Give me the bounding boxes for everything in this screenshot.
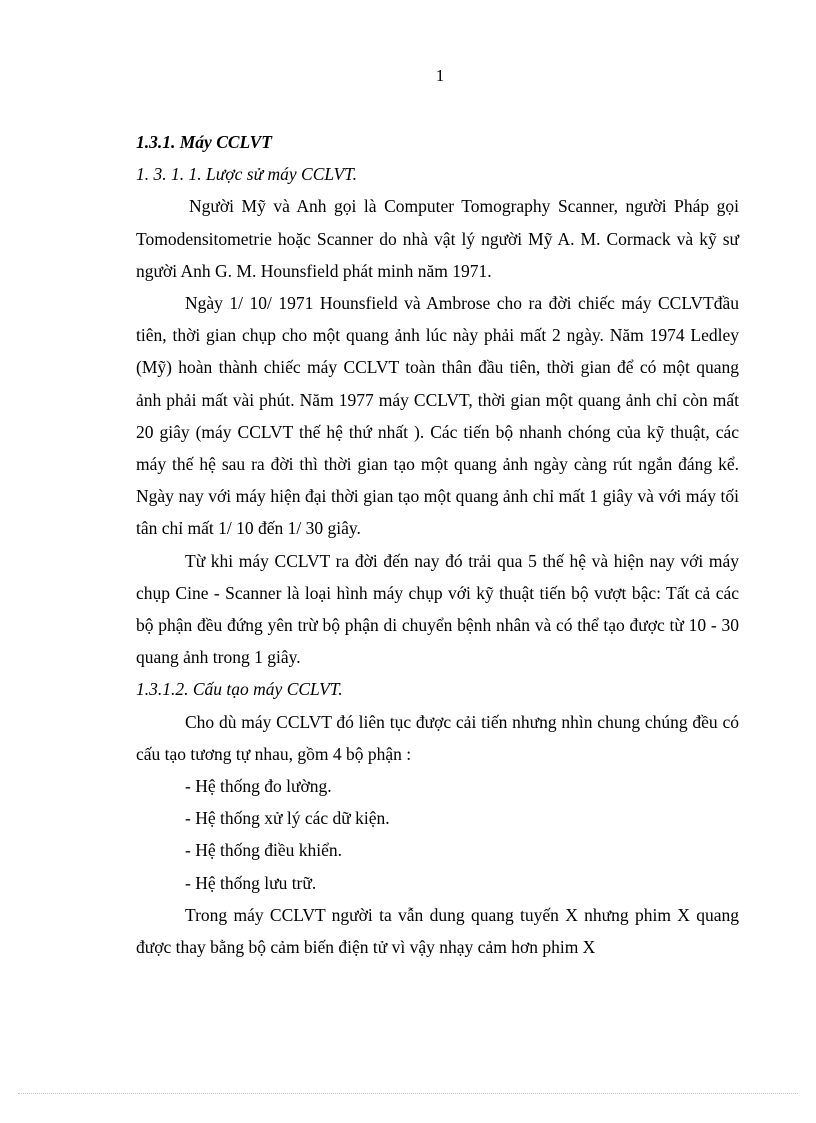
paragraph: Ngày 1/ 10/ 1971 Hounsfield và Ambrose cho ra đời chiếc máy CCLVTđầu tiên, thời gian chụp cho một quang ảnh lúc này phải mất 2 ngày. Năm 1974 Ledley (Mỹ) hoàn thành chiếc máy CCLVT toàn thân đầu tiên, thời gian để có một quang ảnh phải mất vài phút. Năm 1977 máy CCLVT, thời gian một quang ảnh chỉ còn mất 20 giây (máy CCLVT thế hệ thứ nhất ). Các tiến bộ nhanh chóng của kỹ thuật, các máy thế hệ sau ra đời thì thời gian tạo một quang ảnh ngày càng rút ngắn đáng kể. Ngày nay với máy hiện đại thời gian tạo một quang ảnh chỉ mất 1 giây và với máy tối tân chỉ mất 1/ 10 đến 1/ 30 giây. bbox=[136, 293, 739, 539]
section-heading: 1.3.1. Máy CCLVT bbox=[136, 132, 272, 152]
paragraph: Cho dù máy CCLVT đó liên tục được cải tiến nhưng nhìn chung chúng đều có cấu tạo tương tự nhau, gồm 4 bộ phận : bbox=[136, 711, 739, 764]
subsection-heading-history: 1. 3. 1. 1. Lược sử máy CCLVT. bbox=[136, 164, 357, 185]
paragraph: Từ khi máy CCLVT ra đời đến nay đó trải qua 5 thế hệ và hiện nay với máy chụp Cine - Scanner là loại hình máy chụp với kỹ thuật tiến bộ vượt bậc: Tất cả các bộ phận đều đứng yên trừ bộ phận di chuyển bệnh nhân và có thể tạo được từ 10 - 30 quang ảnh trong 1 giây. bbox=[136, 550, 739, 668]
page-bottom-divider bbox=[18, 1093, 798, 1094]
page-number: 1 bbox=[435, 66, 445, 85]
list-item: - Hệ thống đo lường. bbox=[185, 776, 332, 797]
list-item: - Hệ thống xử lý các dữ kiện. bbox=[185, 808, 390, 829]
list-item: - Hệ thống điều khiển. bbox=[185, 840, 342, 861]
document-body bbox=[136, 126, 739, 963]
paragraph: Người Mỹ và Anh gọi là Computer Tomography Scanner, người Pháp gọi Tomodensitometrie hoặc Scanner do nhà vật lý người Mỹ A. M. Cormack và kỹ sư người Anh G. M. Hounsfield phát minh năm 1971. bbox=[136, 196, 739, 281]
list-item: - Hệ thống lưu trữ. bbox=[185, 872, 317, 893]
subsection-heading-structure: 1.3.1.2. Cấu tạo máy CCLVT. bbox=[136, 679, 343, 700]
paragraph: Trong máy CCLVT người ta vẫn dung quang tuyến X nhưng phim X quang được thay bằng bộ cảm biến điện tử vì vậy nhạy cảm hơn phim X bbox=[136, 904, 739, 958]
